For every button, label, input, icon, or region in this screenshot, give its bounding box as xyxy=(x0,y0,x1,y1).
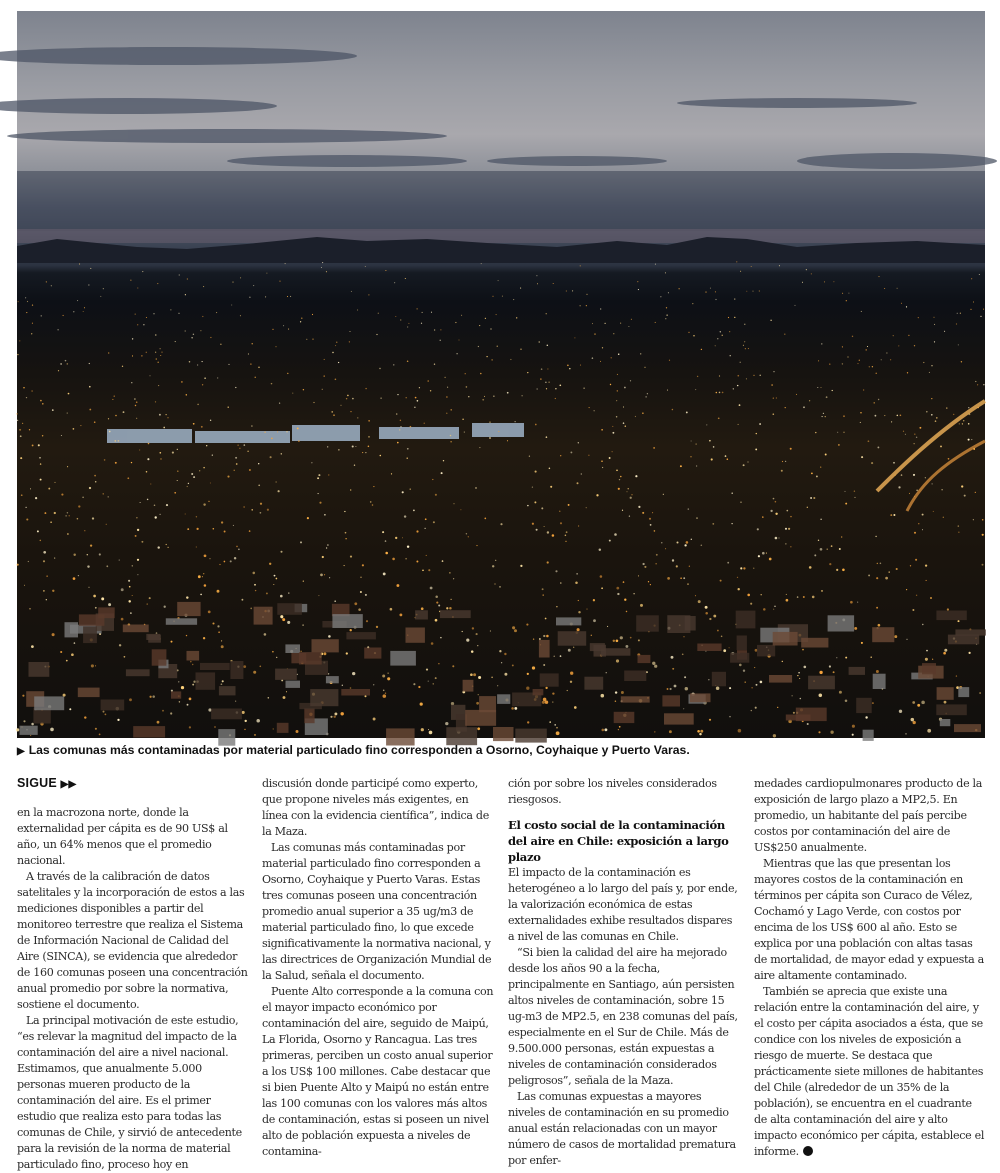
paragraph: Mientras que las que presentan los mayores costos de la contaminación en términos per cápita son Curaco de Vélez, Cochamó y Lago Verde, con costos por encima de los US$ 600 al año. Esto se explica por una población con altas tasas de mortalidad, de mayor edad y expuesta a aire altamente contaminado. xyxy=(754,857,984,982)
caption-marker-icon: ▶ xyxy=(17,746,25,757)
paragraph: “Si bien la calidad del aire ha mejorado desde los años 90 a la fecha, principalmente en Santiago, aún persisten altos niveles de contaminación, sobre 15 ug-m3 de MP2.5, en 238 comunas del país, especialmente en el Sur de Chile. Más de 9.500.000 personas, están expuestas a niveles de contaminación considerados peligrosos”, señala de la Maza. xyxy=(508,946,738,1087)
paragraph: El impacto de la contaminación es heterogéneo a lo largo del país y, por ende, la valorización económica de estas externalidades exhibe resultados dispares a nivel de las comunas en Chile. xyxy=(508,866,738,943)
paragraph: Puente Alto corresponde a la comuna con el mayor impacto económico por contaminación del aire, seguido de Maipú, La Florida, Osorno y Rancagua. Las tres primeras, perciben un costo anual superior a los US$ 100 millones. Cabe destacar que si bien Puente Alto y Maipú no están entre las 100 comunas con los valores más altos de contaminación, estas si poseen un nivel alto de población expuesta a niveles de contamina- xyxy=(262,985,494,1158)
article-column-4 xyxy=(754,776,986,1160)
paragraph: medades cardiopulmonares producto de la exposición de largo plazo a MP2,5. En promedio, un habitante del país percibe costos por contaminación del aire de US$250 anualmente. xyxy=(754,777,983,854)
article-column-3 xyxy=(508,776,740,1169)
city-lights-illustration xyxy=(17,11,985,738)
cloud-bands xyxy=(0,47,997,169)
section-subheading: El costo social de la contaminación del aire en Chile: exposición a largo plazo xyxy=(508,818,729,864)
continued-label xyxy=(17,776,76,790)
city-lights xyxy=(16,261,986,745)
photo-caption xyxy=(17,743,985,757)
paragraph: ción por sobre los niveles considerados riesgosos. xyxy=(508,777,717,806)
paragraph: También se aprecia que existe una relación entre la contaminación del aire, y el costo per cápita asociados a ésta, que se condice con los niveles de exposición a riesgo de muerte. Se destaca que prácticamente siete millones de habitantes del Chile (alrededor de un 35% de la población), se encuentra en el cuadrante de alta contaminación del aire y alto impacto económico per cápita, establece el informe. xyxy=(754,985,985,1158)
article-column-2 xyxy=(262,776,494,1160)
paragraph: discusión donde participé como experto, que propone niveles más exigentes, en línea con la evidencia científica”, indica de la Maza. xyxy=(262,777,489,838)
paragraph: Las comunas expuestas a mayores niveles de contaminación en su promedio anual están relacionadas con un mayor número de casos de mortalidad prematura por enfer- xyxy=(508,1090,736,1167)
paragraph: A través de la calibración de datos satelitales y la incorporación de estos a las mediciones disponibles a partir del monitoreo terrestre que realiza el Sistema de Información Nacional de Calidad del Aire (SINCA), se evidencia que alrededor de 160 comunas poseen una concentración anual promedio por sobre la normativa, sostiene el documento. xyxy=(17,870,248,1011)
paragraph: La principal motivación de este estudio, “es relevar la magnitud del impacto de la contaminación del aire a nivel nacional. Estimamos, que anualmente 5.000 personas mueren producto de la contaminación del aire. Es el primer estudio que realiza esto para todas las comunas de Chile, y sirvió de antecedente para la revisión de la norma de material particulado fino, proceso hoy en xyxy=(17,1014,242,1171)
double-arrow-icon: ▶▶ xyxy=(60,779,77,790)
article-column-1 xyxy=(17,805,249,1173)
paragraph: en la macrozona norte, donde la externalidad per cápita es de 90 US$ al año, un 64% menos que el promedio nacional. xyxy=(17,806,228,867)
warehouse-roofs xyxy=(107,423,524,443)
paragraph: Las comunas más contaminadas por material particulado fino corresponden a Osorno, Coyhaique y Puerto Varas. Estas tres comunas poseen una concentración promedio anual superior a 35 ug/m3 de material particulado fino, lo que excede significativamente la normativa nacional, y las directrices de Organización Mundial de la Salud, señala el documento. xyxy=(262,841,492,982)
caption-text: Las comunas más contaminadas por material particulado fino corresponden a Osorno, Coyhaique y Puerto Varas. xyxy=(28,743,690,757)
sigue-text: SIGUE xyxy=(17,776,57,790)
end-of-article-icon xyxy=(803,1146,813,1156)
city-night-photo xyxy=(17,11,985,738)
